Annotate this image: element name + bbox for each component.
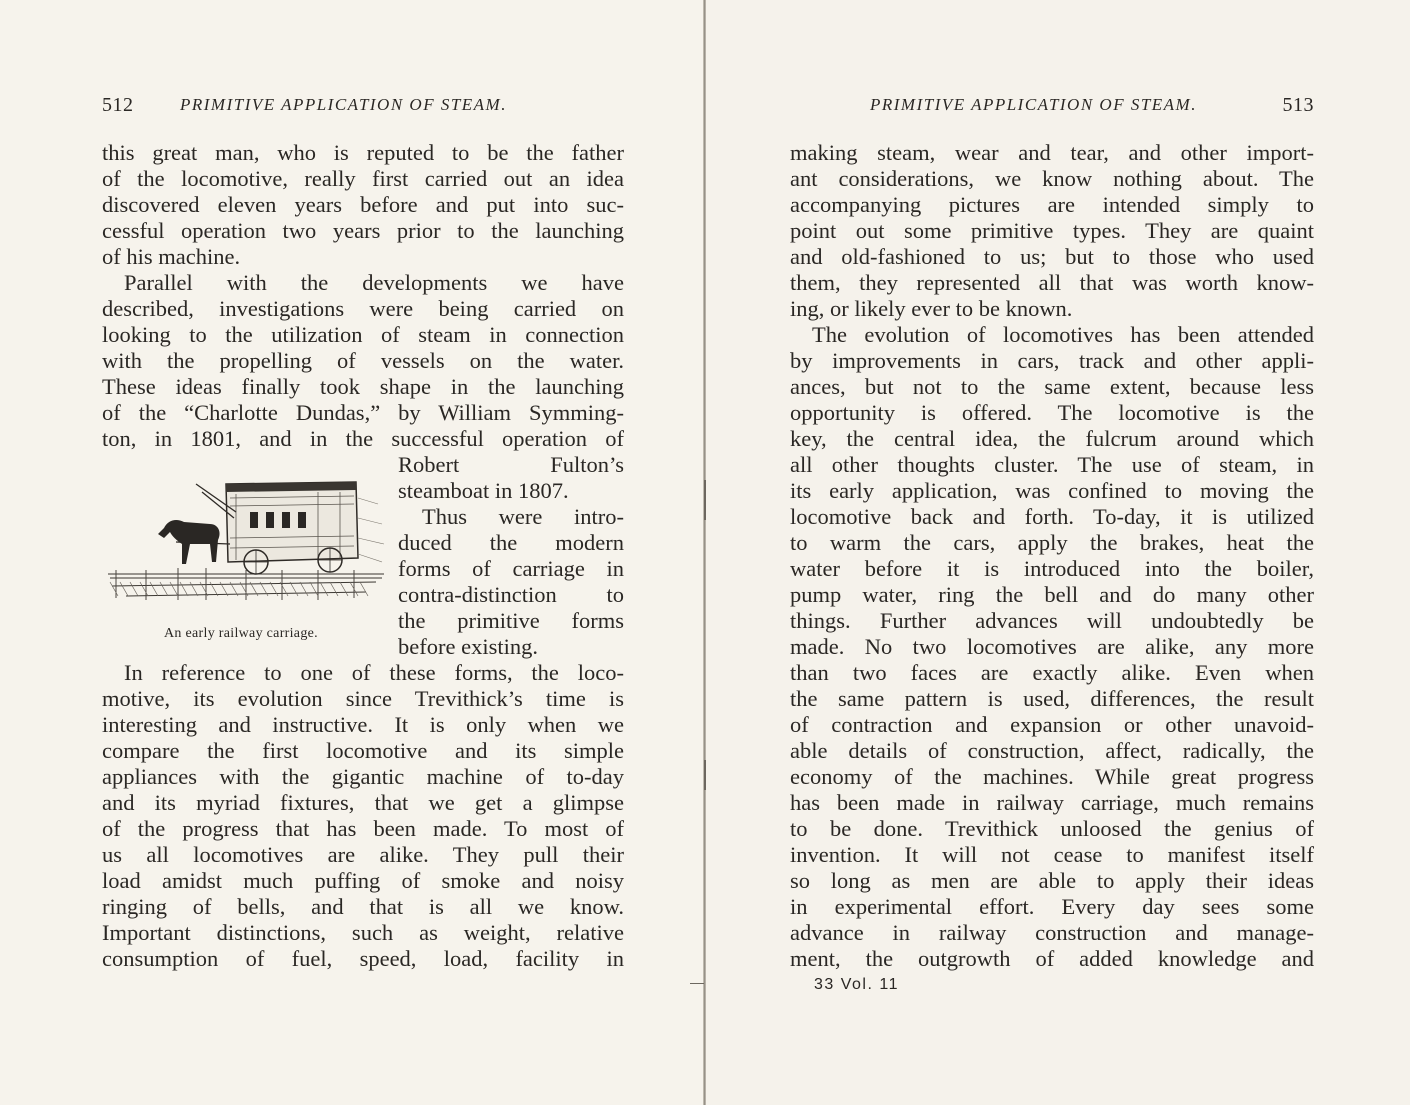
- left-page-number: 512: [102, 94, 134, 116]
- text-line: ances, but not to the same extent, because less: [790, 374, 1314, 399]
- text-line: its early application, was confined to moving the: [790, 478, 1314, 503]
- right-body-text: [790, 140, 1314, 972]
- text-line: described, investigations were being carried on: [102, 296, 624, 321]
- text-line: contra-distinction to: [398, 582, 624, 607]
- text-line: forms of carriage in: [398, 556, 624, 581]
- text-line: of contraction and expansion or other unavoid-: [790, 712, 1314, 737]
- text-line: opportunity is offered. The locomotive is the: [790, 400, 1314, 425]
- text-line: them, they represented all that was worth know-: [790, 270, 1314, 295]
- text-line: discovered eleven years before and put into suc-: [102, 192, 624, 217]
- text-line: invention. It will not cease to manifest itself: [790, 842, 1314, 867]
- text-line: Parallel with the developments we have: [124, 270, 624, 295]
- signature-mark: 33 Vol. 11: [814, 976, 899, 993]
- text-line: with the propelling of vessels on the water.: [102, 348, 624, 373]
- text-line: Thus were intro-: [422, 504, 624, 529]
- text-line: looking to the utilization of steam in connection: [102, 322, 624, 347]
- text-line: pump water, ring the bell and do many other: [790, 582, 1314, 607]
- left-running-head: [102, 94, 622, 120]
- text-line: so long as men are able to apply their ideas: [790, 868, 1314, 893]
- railway-carriage-figure: [106, 478, 388, 641]
- right-page-number: 513: [1282, 94, 1314, 116]
- text-line: motive, its evolution since Trevithick’s time is: [102, 686, 624, 711]
- text-line: Robert Fulton’s: [398, 452, 624, 477]
- text-line: economy of the machines. While great progress: [790, 764, 1314, 789]
- gutter-shadow-mark: [690, 983, 704, 984]
- left-running-head-title: PRIMITIVE APPLICATION OF STEAM.: [180, 95, 507, 114]
- text-line: by improvements in cars, track and other appli-: [790, 348, 1314, 373]
- right-running-head: [790, 94, 1314, 120]
- right-running-head-title: PRIMITIVE APPLICATION OF STEAM.: [870, 95, 1197, 114]
- text-line: of the “Charlotte Dundas,” by William Symming-: [102, 400, 624, 425]
- text-line: us all locomotives are alike. They pull their: [102, 842, 624, 867]
- text-line: steamboat in 1807.: [398, 478, 569, 503]
- text-line: of the progress that has been made. To most of: [102, 816, 624, 841]
- text-line: and old-fashioned to us; but to those who used: [790, 244, 1314, 269]
- text-line: ringing of bells, and that is all we know.: [102, 894, 624, 919]
- text-line: accompanying pictures are intended simply to: [790, 192, 1314, 217]
- text-line: to warm the cars, apply the brakes, heat the: [790, 530, 1314, 555]
- gutter-shadow-mark: [704, 760, 706, 790]
- text-line: things. Further advances will undoubtedly be: [790, 608, 1314, 633]
- left-page: [0, 0, 703, 1105]
- gutter-shadow-mark: [704, 480, 706, 520]
- text-line: water before it is introduced into the boiler,: [790, 556, 1314, 581]
- text-line: of his machine.: [102, 244, 241, 269]
- text-line: to be done. Trevithick unloosed the genius of: [790, 816, 1314, 841]
- text-line: in experimental effort. Every day sees some: [790, 894, 1314, 919]
- text-line: ment, the outgrowth of added knowledge and: [790, 946, 1314, 971]
- text-line: load amidst much puffing of smoke and noisy: [102, 868, 624, 893]
- text-line: locomotive back and forth. To-day, it is utilized: [790, 504, 1314, 529]
- text-line: consumption of fuel, speed, load, facility in: [102, 946, 624, 971]
- text-line: cessful operation two years prior to the launching: [102, 218, 624, 243]
- text-line: ton, in 1801, and in the successful operation of: [102, 426, 624, 451]
- text-line: key, the central idea, the fulcrum around which: [790, 426, 1314, 451]
- text-line: before existing.: [398, 634, 538, 659]
- text-line: the primitive forms: [398, 608, 624, 633]
- text-line: point out some primitive types. They are quaint: [790, 218, 1314, 243]
- text-line: The evolution of locomotives has been attended: [812, 322, 1314, 347]
- right-page: [706, 0, 1410, 1105]
- text-line: made. No two locomotives are alike, any more: [790, 634, 1314, 659]
- text-line: advance in railway construction and manage-: [790, 920, 1314, 945]
- text-line: able details of construction, affect, radically, the: [790, 738, 1314, 763]
- text-line: These ideas finally took shape in the launching: [102, 374, 624, 399]
- text-line: than two faces are exactly alike. Even when: [790, 660, 1314, 685]
- railway-carriage-illustration: [106, 478, 388, 608]
- text-line: ing, or likely ever to be known.: [790, 296, 1073, 321]
- figure-caption: An early railway carriage.: [164, 626, 318, 641]
- text-line: duced the modern: [398, 530, 624, 555]
- text-line: all other thoughts cluster. The use of steam, in: [790, 452, 1314, 477]
- text-line: of the locomotive, really first carried out an idea: [102, 166, 624, 191]
- text-line: this great man, who is reputed to be the father: [102, 140, 624, 165]
- text-line: and its myriad fixtures, that we get a glimpse: [102, 790, 624, 815]
- text-line: has been made in railway carriage, much remains: [790, 790, 1314, 815]
- text-line: In reference to one of these forms, the loco-: [124, 660, 624, 685]
- text-line: interesting and instructive. It is only when we: [102, 712, 624, 737]
- text-line: making steam, wear and tear, and other import-: [790, 140, 1314, 165]
- text-line: Important distinctions, such as weight, relative: [102, 920, 624, 945]
- text-line: the same pattern is used, differences, the result: [790, 686, 1314, 711]
- text-line: appliances with the gigantic machine of to-day: [102, 764, 624, 789]
- text-line: compare the first locomotive and its simple: [102, 738, 624, 763]
- text-line: ant considerations, we know nothing about. The: [790, 166, 1314, 191]
